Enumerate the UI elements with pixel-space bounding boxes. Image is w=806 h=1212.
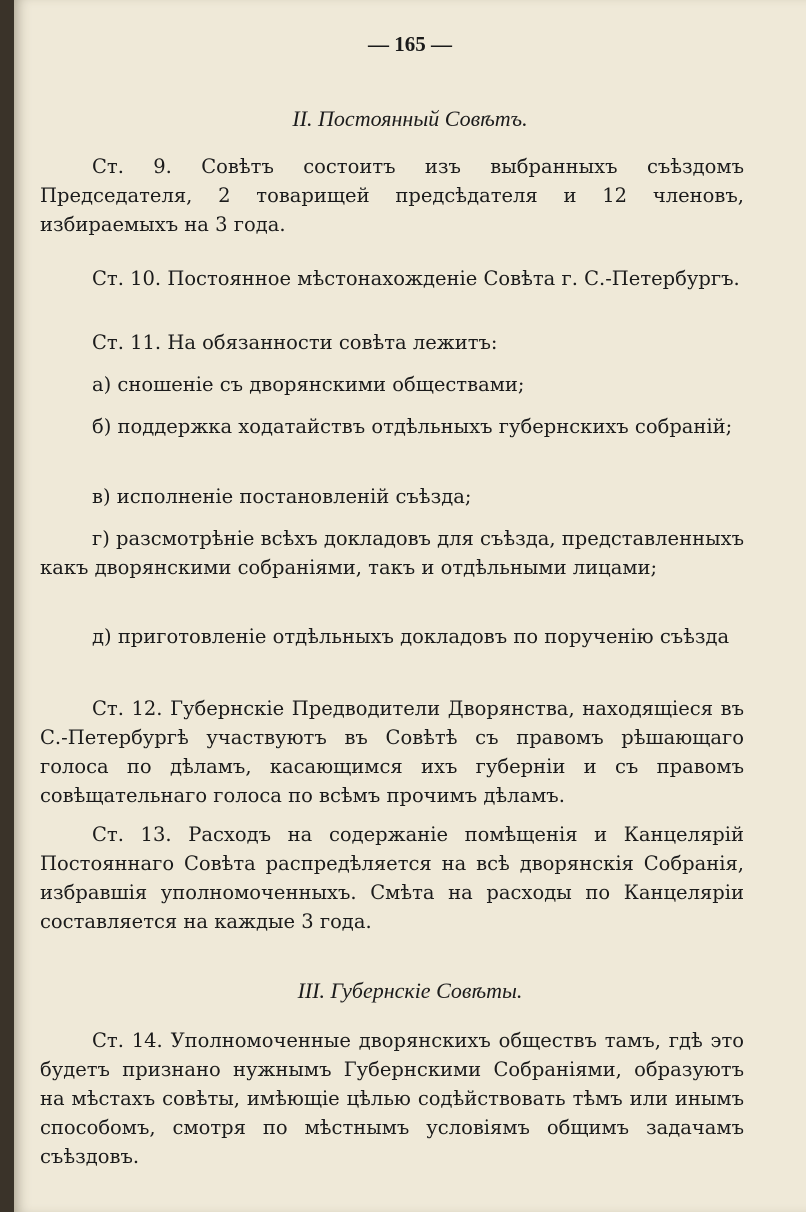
article-13: Ст. 13. Расходъ на содержаніе помѣщенія и Канцелярій Постояннаго Совѣта распредѣляется на всѣ дворянскія Собранія, избравшія уполномоченныхъ. Смѣта на расходы по Канцеляріи составляется на каждые 3 года. [40, 823, 744, 933]
section-heading-provincial-councils: III. Губернскіе Совѣты. [297, 978, 523, 1003]
article-10: Ст. 10. Постоянное мѣстонахожденіе Совѣта г. С.-Петербургъ. [92, 267, 740, 290]
section-heading-permanent-council: II. Постоянный Совѣтъ. [292, 106, 528, 131]
article-9: Ст. 9. Совѣтъ состоитъ изъ выбранныхъ съѣздомъ Председателя, 2 товарищей предсѣдателя и 12 членовъ, избираемыхъ на 3 года. [40, 155, 744, 236]
article-11-item-a: а) сношеніе съ дворянскими обществами; [92, 373, 525, 396]
article-14: Ст. 14. Уполномоченные дворянскихъ обществъ тамъ, гдѣ это будетъ признано нужнымъ Губернскими Собраніями, образуютъ на мѣстахъ совѣты, имѣющіе цѣлью содѣйствовать тѣмъ или инымъ способомъ, смотря по мѣстнымъ условіямъ общимъ задачамъ съѣздовъ. [40, 1029, 744, 1168]
document-page [14, 0, 806, 1212]
page-number: — 165 — [368, 32, 452, 56]
article-11: Ст. 11. На обязанности совѣта лежитъ: [92, 331, 498, 354]
article-11-item-e: д) приготовленіе отдѣльныхъ докладовъ по порученію съѣзда [92, 625, 730, 648]
article-12: Ст. 12. Губернскіе Предводители Дворянства, находящіеся въ С.-Петербургѣ участвуютъ въ Совѣтѣ съ правомъ рѣшающаго голоса по дѣламъ, касающимся ихъ губерніи и съ правомъ совѣщательнаго голоса по всѣмъ прочимъ дѣламъ. [40, 697, 744, 807]
article-11-item-d: г) разсмотрѣніе всѣхъ докладовъ для съѣзда, представленныхъ какъ дворянскими собраніями, такъ и отдѣльными лицами; [40, 527, 744, 579]
article-11-item-b: б) поддержка ходатайствъ отдѣльныхъ губернскихъ собраній; [92, 415, 733, 438]
article-11-item-c: в) исполненіе постановленій съѣзда; [92, 485, 472, 508]
